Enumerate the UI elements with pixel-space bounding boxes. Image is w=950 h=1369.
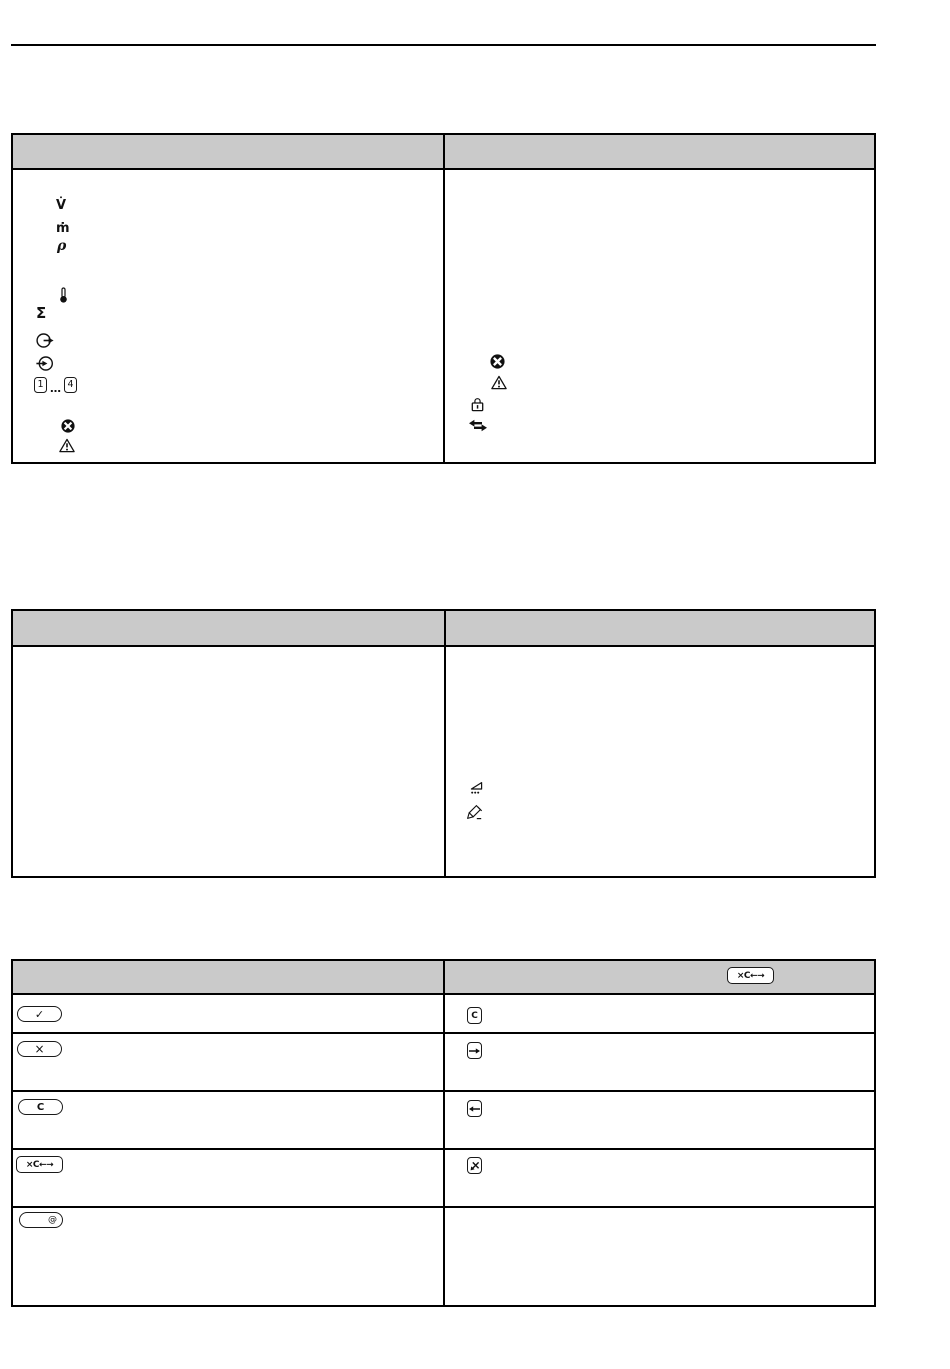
at-key-icon <box>19 1212 63 1228</box>
volume-flow-symbol: V̇ <box>56 198 67 213</box>
clear-key-icon <box>18 1099 63 1115</box>
combo-right-arrow-glyph: → <box>46 1159 54 1170</box>
lock-icon <box>471 397 484 412</box>
confirm-key-icon <box>17 1006 62 1022</box>
combo-x-glyph: × <box>25 1159 33 1170</box>
combo-left-arrow-glyph: ← <box>39 1159 47 1170</box>
c-glyph: C <box>471 1010 478 1021</box>
io-key-1: 1 <box>34 377 47 393</box>
combo-x-glyph: × <box>736 970 744 981</box>
swap-arrows-icon <box>469 419 487 432</box>
escape-key-combination-icon <box>16 1156 63 1173</box>
x-arrow-key-icon <box>467 1157 482 1174</box>
clear-box-key-icon <box>467 1007 482 1024</box>
combo-right-arrow-glyph: → <box>757 970 765 981</box>
escape-key-combination-icon <box>727 967 774 984</box>
input-icon <box>36 355 54 372</box>
arrow-left-key-icon <box>467 1100 482 1117</box>
table1-column-divider <box>443 135 445 462</box>
mass-flow-symbol: ṁ <box>56 221 70 236</box>
io-number-range <box>34 377 77 396</box>
row-divider <box>13 1148 874 1150</box>
row-divider <box>13 1206 874 1208</box>
error-icon <box>490 354 505 369</box>
io-key-4: 4 <box>64 377 77 393</box>
arrow-right-key-icon <box>467 1042 482 1059</box>
combo-left-arrow-glyph: ← <box>750 970 758 981</box>
views-table <box>11 609 876 878</box>
warning-icon <box>491 375 507 390</box>
totalizer-sigma-symbol: Σ <box>36 304 47 322</box>
warning-icon <box>59 438 75 453</box>
navigation-flag-icon <box>469 781 485 797</box>
row-divider <box>13 1032 874 1034</box>
temperature-thermometer-icon <box>59 287 68 303</box>
display-symbols-table <box>11 133 876 464</box>
x-glyph: × <box>34 1042 45 1056</box>
output-icon <box>36 332 54 349</box>
operating-keys-table <box>11 959 876 1307</box>
cancel-key-icon <box>17 1041 62 1057</box>
table3-column-divider <box>443 961 445 1305</box>
edit-pencil-icon <box>466 803 484 820</box>
table2-column-divider <box>444 611 446 876</box>
at-glyph: @ <box>48 1215 57 1225</box>
combo-c-glyph: C <box>32 1159 40 1170</box>
c-glyph: C <box>36 1101 45 1113</box>
combo-c-glyph: C <box>743 970 751 981</box>
density-symbol: ρ <box>57 238 67 254</box>
checkmark-glyph: ✓ <box>34 1007 45 1021</box>
row-divider <box>13 1090 874 1092</box>
page-header-rule <box>11 44 876 46</box>
range-ellipsis: … <box>50 382 61 396</box>
error-icon <box>61 419 75 433</box>
